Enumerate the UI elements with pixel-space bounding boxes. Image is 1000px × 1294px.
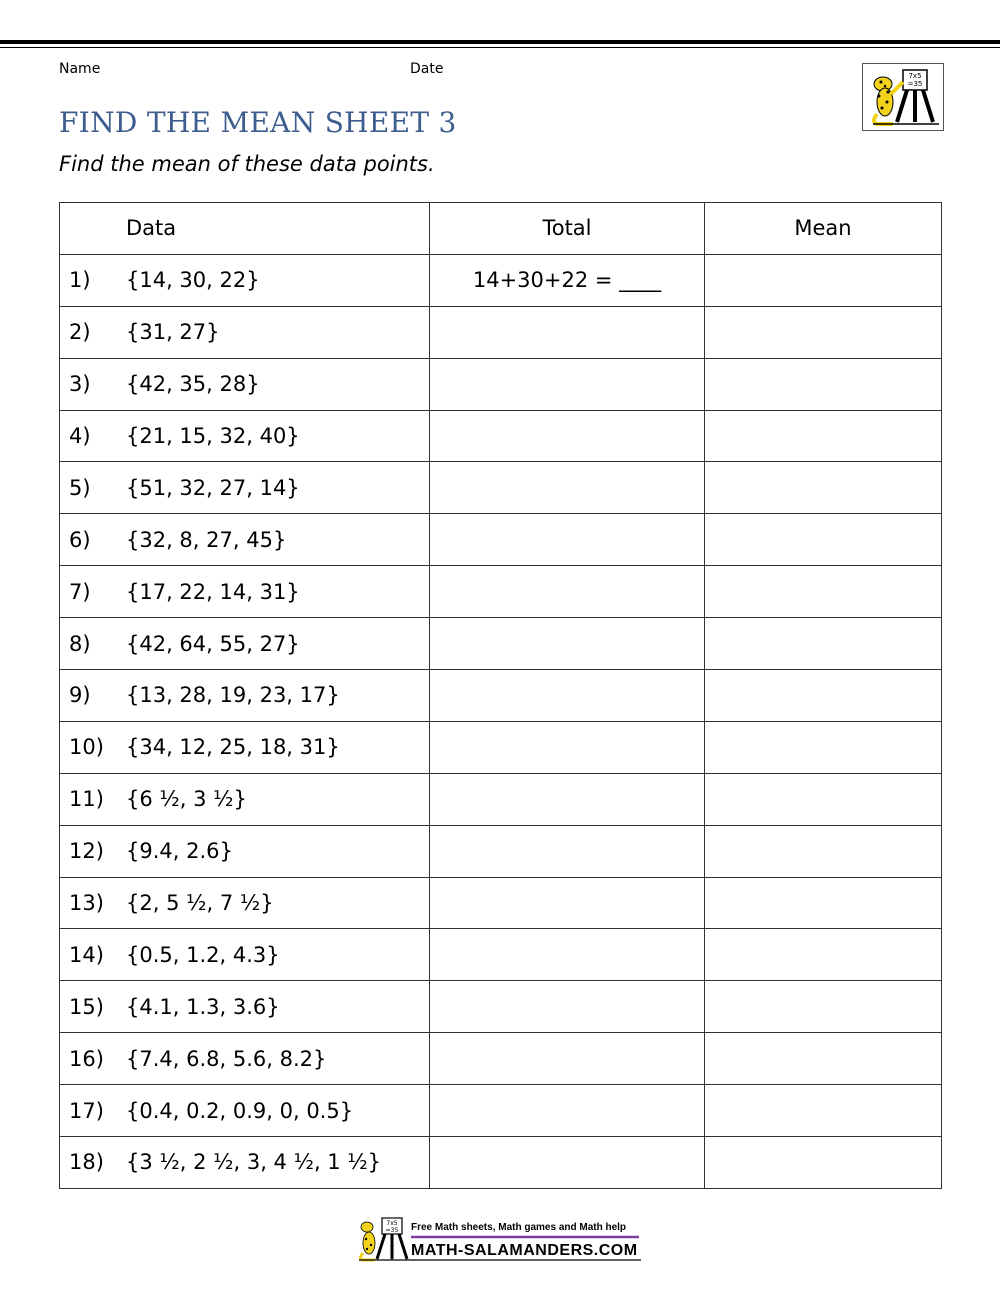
data-cell	[60, 773, 430, 825]
data-cell	[60, 566, 430, 618]
data-set: {31, 27}	[126, 320, 220, 345]
mean-cell[interactable]	[705, 306, 942, 358]
total-cell[interactable]	[430, 929, 705, 981]
mean-cell[interactable]	[705, 825, 942, 877]
data-cell	[60, 929, 430, 981]
data-cell	[60, 1033, 430, 1085]
total-cell[interactable]	[430, 618, 705, 670]
data-cell	[60, 1085, 430, 1137]
mean-cell[interactable]	[705, 981, 942, 1033]
question-number: 3)	[69, 372, 91, 397]
question-number: 11)	[69, 787, 104, 812]
total-cell[interactable]	[430, 566, 705, 618]
table-row	[60, 1137, 942, 1189]
data-cell	[60, 254, 430, 306]
question-number: 18)	[69, 1150, 104, 1175]
total-cell[interactable]	[430, 721, 705, 773]
footer-brand: MATH-SALAMANDERS.COM	[411, 1242, 638, 1259]
mean-cell[interactable]	[705, 929, 942, 981]
logo-board-bottom: =35	[907, 80, 923, 88]
data-cell	[60, 877, 430, 929]
total-cell[interactable]	[430, 410, 705, 462]
table-row	[60, 877, 942, 929]
column-header-data: Data	[60, 203, 430, 255]
mean-cell[interactable]	[705, 773, 942, 825]
table-header-row	[60, 203, 942, 255]
table-row	[60, 721, 942, 773]
data-cell	[60, 358, 430, 410]
mean-cell[interactable]	[705, 670, 942, 722]
data-set: {51, 32, 27, 14}	[126, 475, 300, 500]
salamander-teacher-icon	[863, 64, 943, 130]
mean-cell[interactable]	[705, 254, 942, 306]
data-cell	[60, 306, 430, 358]
total-cell[interactable]	[430, 358, 705, 410]
table-row	[60, 306, 942, 358]
mean-cell[interactable]	[705, 721, 942, 773]
mean-cell[interactable]	[705, 462, 942, 514]
top-rule-thin	[0, 47, 1000, 48]
table-row	[60, 410, 942, 462]
total-cell[interactable]: 14+30+22 = ____	[430, 254, 705, 306]
table-row	[60, 462, 942, 514]
total-cell[interactable]	[430, 462, 705, 514]
mean-table	[59, 202, 942, 1189]
mean-cell[interactable]	[705, 410, 942, 462]
total-cell[interactable]	[430, 1033, 705, 1085]
data-cell	[60, 618, 430, 670]
table-row	[60, 773, 942, 825]
total-cell[interactable]	[430, 514, 705, 566]
total-cell[interactable]	[430, 825, 705, 877]
page-title: FIND THE MEAN SHEET 3	[59, 106, 457, 139]
name-label: Name	[59, 61, 101, 77]
table-row	[60, 618, 942, 670]
top-rule-thick	[0, 40, 1000, 44]
total-cell[interactable]	[430, 306, 705, 358]
question-number: 17)	[69, 1098, 104, 1123]
data-set: {6 ½, 3 ½}	[126, 787, 247, 812]
date-label: Date	[410, 61, 444, 77]
mean-cell[interactable]	[705, 1033, 942, 1085]
data-set: {34, 12, 25, 18, 31}	[126, 735, 340, 760]
data-set: {14, 30, 22}	[126, 268, 260, 293]
mean-cell[interactable]	[705, 566, 942, 618]
question-number: 13)	[69, 891, 104, 916]
question-number: 15)	[69, 994, 104, 1019]
data-cell	[60, 462, 430, 514]
column-header-total: Total	[430, 203, 705, 255]
question-number: 6)	[69, 527, 91, 552]
salamander-logo	[862, 63, 944, 131]
question-number: 14)	[69, 942, 104, 967]
footer-board-bottom: =35	[385, 1227, 399, 1234]
data-set: {0.4, 0.2, 0.9, 0, 0.5}	[126, 1098, 354, 1123]
total-cell[interactable]	[430, 1085, 705, 1137]
question-number: 5)	[69, 475, 91, 500]
data-cell	[60, 1137, 430, 1189]
table-row	[60, 1085, 942, 1137]
question-number: 9)	[69, 683, 91, 708]
table-row	[60, 514, 942, 566]
mean-cell[interactable]	[705, 514, 942, 566]
data-set: {21, 15, 32, 40}	[126, 424, 300, 448]
data-set: {0.5, 1.2, 4.3}	[126, 942, 280, 967]
data-cell	[60, 721, 430, 773]
data-cell	[60, 825, 430, 877]
data-set: {13, 28, 19, 23, 17}	[126, 683, 340, 708]
mean-cell[interactable]	[705, 618, 942, 670]
question-number: 12)	[69, 839, 104, 864]
data-set: {2, 5 ½, 7 ½}	[126, 891, 274, 916]
mean-cell[interactable]	[705, 877, 942, 929]
footer-logo	[355, 1215, 645, 1265]
table-row	[60, 981, 942, 1033]
column-header-mean: Mean	[705, 203, 942, 255]
logo-board-top: 7x5	[908, 72, 922, 80]
data-set: {3 ½, 2 ½, 3, 4 ½, 1 ½}	[126, 1150, 382, 1175]
question-number: 16)	[69, 1046, 104, 1071]
total-cell[interactable]	[430, 773, 705, 825]
table-row	[60, 929, 942, 981]
data-set: {42, 35, 28}	[126, 372, 260, 397]
table-row	[60, 254, 942, 306]
total-cell[interactable]	[430, 981, 705, 1033]
question-number: 1)	[69, 268, 91, 293]
table-row	[60, 670, 942, 722]
data-set: {17, 22, 14, 31}	[126, 579, 300, 604]
total-cell[interactable]	[430, 877, 705, 929]
data-set: {7.4, 6.8, 5.6, 8.2}	[126, 1046, 327, 1071]
table-row	[60, 358, 942, 410]
footer-salamander-icon	[355, 1215, 645, 1265]
total-cell[interactable]	[430, 1137, 705, 1189]
mean-cell[interactable]	[705, 358, 942, 410]
table-row	[60, 825, 942, 877]
data-cell	[60, 514, 430, 566]
data-set: {9.4, 2.6}	[126, 839, 233, 864]
data-set: {42, 64, 55, 27}	[126, 631, 300, 656]
question-number: 2)	[69, 320, 91, 345]
footer-board-top: 7x5	[386, 1220, 398, 1227]
data-set: {32, 8, 27, 45}	[126, 527, 287, 552]
mean-cell[interactable]	[705, 1137, 942, 1189]
table-row	[60, 566, 942, 618]
data-set: {4.1, 1.3, 3.6}	[126, 994, 280, 1019]
mean-cell[interactable]	[705, 1085, 942, 1137]
instructions: Find the mean of these data points.	[59, 152, 435, 176]
question-number: 10)	[69, 735, 104, 760]
total-cell[interactable]	[430, 670, 705, 722]
data-cell	[60, 410, 430, 462]
data-cell	[60, 981, 430, 1033]
question-number: 4)	[69, 424, 91, 448]
data-cell	[60, 670, 430, 722]
question-number: 8)	[69, 631, 91, 656]
table-row	[60, 1033, 942, 1085]
question-number: 7)	[69, 579, 91, 604]
footer-tagline: Free Math sheets, Math games and Math help	[411, 1222, 627, 1233]
